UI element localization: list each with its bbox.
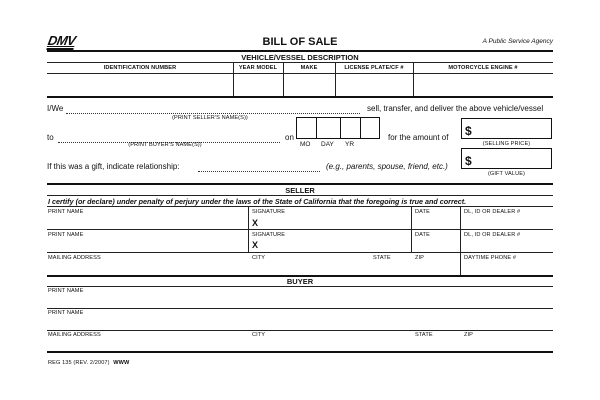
field-year-model[interactable]: [234, 74, 282, 95]
divider: [47, 62, 553, 63]
selling-price-box[interactable]: [461, 118, 552, 139]
date-box[interactable]: [296, 117, 380, 139]
seller-state-field[interactable]: [373, 261, 411, 274]
seller1-x-mark: X: [252, 218, 259, 228]
buyer-section-title: BUYER: [286, 277, 314, 286]
seller2-print-name-label: PRINT NAME: [48, 232, 84, 238]
seller1-dl-field[interactable]: [462, 215, 552, 228]
field-license-plate[interactable]: [336, 74, 412, 95]
seller1-dl-label: DL, ID OR DEALER #: [464, 209, 521, 215]
seller-zip-label: ZIP: [415, 255, 425, 261]
date-box-divider: [360, 118, 361, 138]
buyer-names-caption: (PRINT BUYER'S NAME(S)): [128, 142, 202, 148]
seller2-print-name-field[interactable]: [48, 238, 246, 251]
buyer-zip-field[interactable]: [464, 338, 552, 350]
gift-relationship-line[interactable]: [198, 171, 320, 172]
seller2-date-label: DATE: [415, 232, 430, 238]
buyer-city-label: CITY: [252, 332, 266, 338]
seller1-print-name-field[interactable]: [48, 215, 246, 228]
divider: [47, 308, 553, 309]
date-label-mo: MO: [300, 141, 311, 148]
dollar-sign-gift: $: [465, 154, 472, 168]
selling-price-caption: (SELLING PRICE): [482, 141, 531, 147]
divider: [47, 330, 553, 331]
seller-names-line[interactable]: [66, 113, 360, 114]
gift-examples: (e.g., parents, spouse, friend, etc.): [326, 162, 448, 171]
col-divider: [460, 252, 461, 275]
date-box-divider: [340, 118, 341, 138]
seller-city-label: CITY: [252, 255, 266, 261]
seller1-signature-field[interactable]: [262, 215, 408, 228]
seller1-print-name-label: PRINT NAME: [48, 209, 84, 215]
seller1-date-label: DATE: [415, 209, 430, 215]
vehicle-bottom-rule: [47, 96, 553, 98]
col-year-model: YEAR MODEL: [238, 65, 278, 71]
gift-relationship-label: If this was a gift, indicate relationship:: [47, 162, 180, 171]
seller-mailing-field[interactable]: [48, 261, 246, 274]
form-id-footer: [48, 360, 129, 366]
seller-zip-field[interactable]: [415, 261, 458, 274]
buyer-state-field[interactable]: [415, 338, 460, 350]
seller2-signature-label: SIGNATURE: [252, 232, 286, 238]
seller2-x-mark: X: [252, 240, 259, 250]
seller-top-rule: [47, 183, 553, 185]
www-mark: WWW: [113, 360, 130, 366]
buyer2-print-name-label: PRINT NAME: [48, 310, 84, 316]
col-license-plate: LICENSE PLATE/CF #: [344, 65, 404, 71]
gift-value-caption: (GIFT VALUE): [487, 171, 526, 177]
seller1-date-field[interactable]: [412, 215, 458, 228]
seller-state-label: STATE: [373, 255, 391, 261]
form-id: REG 135 (REV. 2/2007): [48, 360, 110, 366]
col-motorcycle-engine: MOTORCYCLE ENGINE #: [448, 65, 518, 71]
buyer-mailing-field[interactable]: [48, 338, 246, 350]
seller-phone-field[interactable]: [462, 261, 552, 274]
seller-section-title: SELLER: [285, 186, 315, 195]
top-rule: [47, 50, 553, 52]
on-label: on: [285, 133, 294, 142]
buyer1-print-name-field[interactable]: [48, 294, 552, 307]
seller2-signature-field[interactable]: [262, 238, 408, 251]
seller-mailing-label: MAILING ADDRESS: [48, 255, 101, 261]
sell-transfer-text: sell, transfer, and deliver the above vehicle/vessel: [367, 104, 544, 113]
field-identification-number[interactable]: [48, 74, 232, 95]
seller-city-field[interactable]: [252, 261, 370, 274]
to-label: to: [47, 133, 54, 142]
certify-statement: I certify (or declare) under penalty of perjury under the laws of the State of California that the foregoing is true and correct.: [48, 197, 467, 206]
divider: [47, 206, 553, 207]
dollar-sign-selling: $: [465, 124, 472, 138]
date-label-day: DAY: [321, 141, 334, 148]
buyer-state-label: STATE: [415, 332, 433, 338]
seller2-dl-label: DL, ID OR DEALER #: [464, 232, 521, 238]
col-make: MAKE: [300, 65, 318, 71]
seller2-dl-field[interactable]: [462, 238, 552, 251]
divider: [47, 195, 553, 196]
date-box-divider: [316, 118, 317, 138]
agency-tagline: A Public Service Agency: [482, 38, 553, 45]
vehicle-section-title: VEHICLE/VESSEL DESCRIPTION: [241, 53, 359, 62]
gift-value-box[interactable]: [461, 148, 552, 169]
seller2-date-field[interactable]: [412, 238, 458, 251]
seller-names-caption: (PRINT SELLER'S NAME(S)): [172, 115, 248, 121]
seller1-signature-label: SIGNATURE: [252, 209, 286, 215]
divider: [47, 286, 553, 287]
form-title: BILL OF SALE: [262, 36, 338, 48]
buyer-mailing-label: MAILING ADDRESS: [48, 332, 101, 338]
date-label-yr: YR: [345, 141, 355, 148]
field-make[interactable]: [284, 74, 334, 95]
col-identification: IDENTIFICATION NUMBER: [103, 65, 177, 71]
for-amount-label: for the amount of: [388, 133, 449, 142]
buyer1-print-name-label: PRINT NAME: [48, 288, 84, 294]
buyer-city-field[interactable]: [252, 338, 410, 350]
dmv-logo-text: DMV: [46, 33, 77, 48]
buyer2-print-name-field[interactable]: [48, 316, 552, 329]
divider: [47, 252, 553, 253]
divider: [47, 229, 553, 230]
buyer-bottom-rule: [47, 351, 553, 353]
iwe-label: I/We: [47, 104, 64, 113]
seller-phone-label: DAYTIME PHONE #: [464, 255, 517, 261]
buyer-zip-label: ZIP: [464, 332, 474, 338]
field-motorcycle-engine[interactable]: [414, 74, 552, 95]
